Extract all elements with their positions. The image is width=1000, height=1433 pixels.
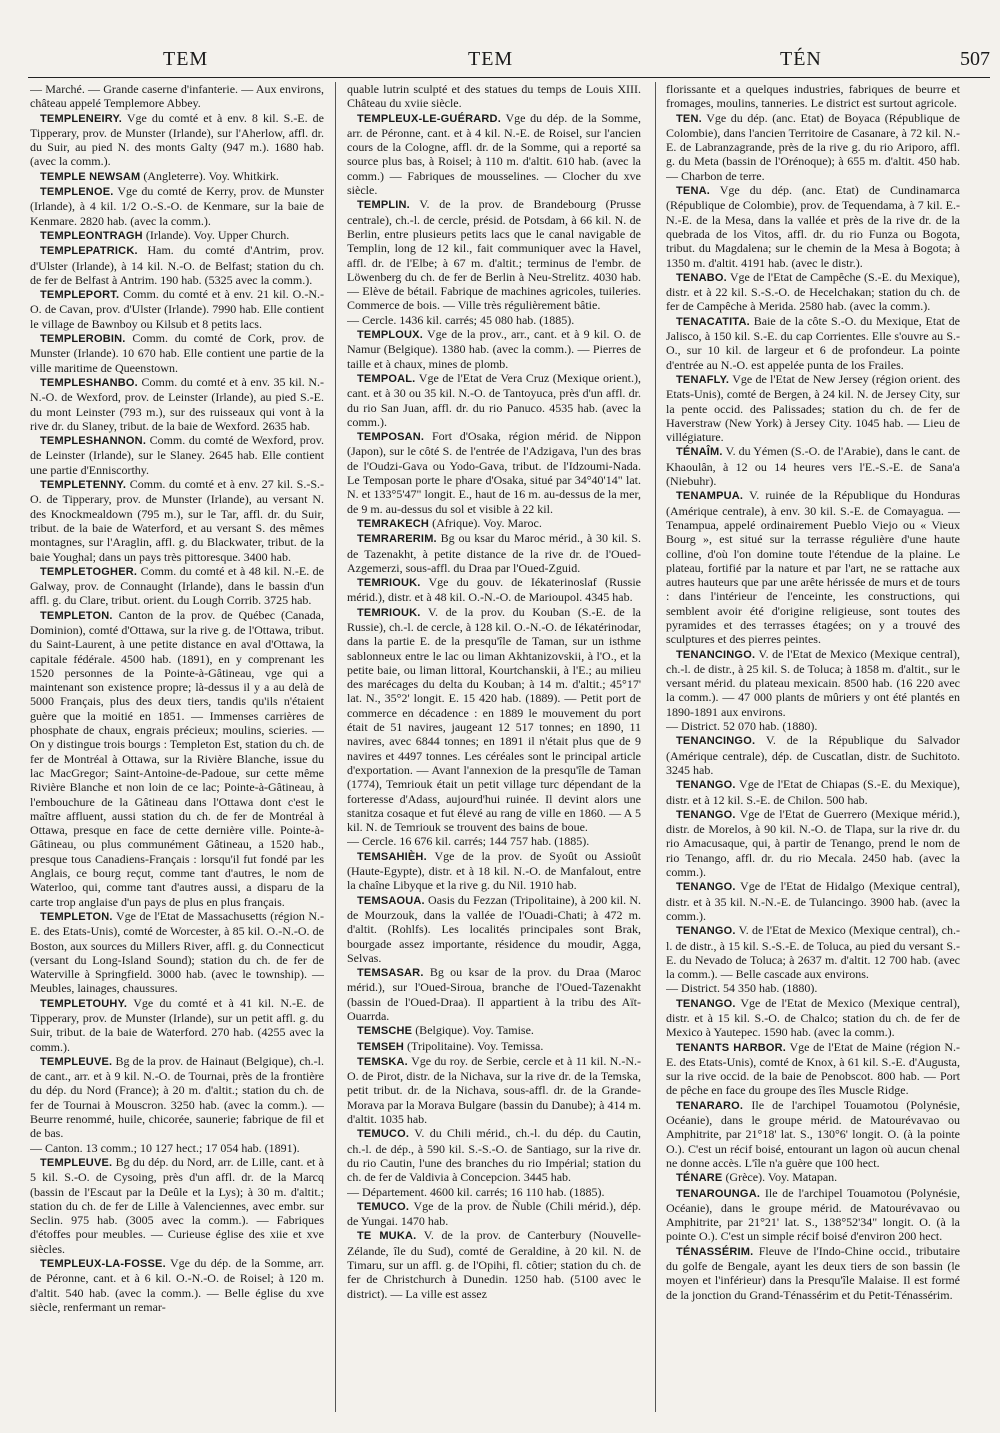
dictionary-entry bbox=[347, 516, 641, 531]
entry-body: Comm. du comté de Cork, prov. de Munster (Irlande). 10 670 hab. Elle contient une partie de la ville maritime de Queenstown. bbox=[30, 331, 324, 375]
entry-body: Bg du dép. du Nord, arr. de Lille, cant. et à 5 kil. S.-O. de Cysoing, près d'un affl. dr. de la Marcq (bassin de l'Escaut par la Deûle et la Lys); à 30 m. d'altit.; station du ch. de fer de Lille à Valenciennes, avec embr. sur Seclin. 975 hab. (3005 avec la comm.). — Fabriques d'étoffes pour meubles. — Curieuse église des xiie et xve siècles. bbox=[30, 1154, 324, 1256]
entry-body: — Cercle. 16 676 kil. carrés; 144 757 hab. (1885). bbox=[347, 834, 590, 849]
entry-body: Comm. du comté et à env. 35 kil. N.-N.-O. de Wexford, prov. de Leinster (Irlande), au pied S.-E. du mont Leinster (793 m.), sur des ruisseaux qui vont à la rive dr. du Slaney, tribut. de la baie de Wexford. 2635 hab. bbox=[30, 374, 324, 433]
entry-headword: TEMPLETOUHY. bbox=[40, 997, 128, 1010]
dictionary-entry bbox=[347, 1185, 641, 1199]
dictionary-entry bbox=[30, 1141, 324, 1155]
entry-headword: TEMPLENEIRY. bbox=[40, 112, 123, 125]
entry-headword: TEMPLEUVE. bbox=[40, 1055, 113, 1068]
entry-body: V. de la prov. de Brandebourg (Prusse centrale), ch.-l. de cercle, présid. de Potsdam, à 66 kil. N. de Berlin, entre plusieurs petits lacs que le canal navigable de Templin, long de 12 kil., fait communiquer avec la Havel, affl. dr. de l'Elbe; à 67 m. d'altit.; terminus de l'embr. de Löwenberg du ch. de fer de Berlin à Neu-Strelitz. 4030 hab. — Elève de bétail. Fabrique de machines agricoles, tuileries. Commerce de bois. — Ville très régulièrement bâtie. bbox=[347, 197, 641, 313]
dictionary-entry bbox=[666, 1040, 960, 1098]
entry-headword: TEMRIOUK. bbox=[357, 606, 421, 619]
dictionary-entry bbox=[30, 169, 324, 184]
entry-body: (Afrique). Voy. Maroc. bbox=[432, 515, 542, 530]
entry-body: Vge du dép. de la Somme, arr. de Péronne, cant. et à 4 kil. N.-E. de Roisel, sur l'ancien cours de la Cologne, affl. dr. de la Somme, qui a reporté sa source plus bas, à Roisel; à 110 m. d'altit. 610 hab. (avec la comm.) — Fabriques de mousselines. — Clocher du xve siècle. bbox=[347, 110, 641, 198]
dictionary-entry bbox=[347, 111, 641, 198]
dictionary-entry bbox=[30, 111, 324, 169]
dictionary-entry bbox=[666, 314, 960, 372]
entry-headword: TEMSCHE bbox=[357, 1025, 413, 1038]
entry-headword: TEMPOAL. bbox=[357, 372, 416, 385]
entry-headword: TÉNASSÉRIM. bbox=[676, 1245, 754, 1258]
entry-body: (Angleterre). Voy. Whitkirk. bbox=[143, 168, 279, 183]
dictionary-entry bbox=[666, 183, 960, 270]
dictionary-entry bbox=[666, 82, 960, 111]
entry-headword: TÉNAÎM. bbox=[676, 446, 723, 459]
entry-headword: TEMRARERIM. bbox=[357, 533, 437, 546]
entry-body: Baie de la côte S.-O. du Mexique, Etat de Jalisco, à 150 kil. S.-E. du cap Corrientes. Elle s'ouvre au S.-O., sur 10 kil. de largeur et 6 de profondeur. La pointe d'entrée au N.-O. est appelée punta de los Frailes. bbox=[666, 313, 960, 372]
entry-headword: TENAFLY. bbox=[676, 373, 730, 386]
page-number: 507 bbox=[960, 48, 990, 70]
entry-body: Vge du comté de Kerry, prov. de Munster (Irlande), à 4 kil. 1/2 O.-S.-O. de Kenmare, sur la baie de Kenmare. 2820 hab. (avec la comm.). bbox=[30, 184, 324, 228]
entry-body: Vge de l'Etat de Massachusetts (région N.-E. des Etats-Unis), comté de Worcester, à 85 kil. O.-N.-O. de Boston, aux sources du Millers River, affl. g. du Connecticut (versant du Long-Island Sound); station du ch. de fer de Waterville à Springfield. 3000 hab. (avec le township). — Meubles, lainages, chaussures. bbox=[30, 908, 324, 996]
entry-body: Vge de la prov., arr., cant. et à 9 kil. O. de Namur (Belgique). 1380 hab. (avec la comm.). — Pierres de taille et à chaux, mines de plomb. bbox=[347, 327, 641, 371]
entry-body: V. du Chili mérid., ch.-l. du dép. du Cautin, ch.-l. de dép., à 590 kil. S.-S.-O. de Santiago, sur la rive dr. du rio Cautin, l'une des branches du rio Impérial; station du ch. de fer de Valdivia à Concepcion. 3445 hab. bbox=[347, 1126, 641, 1185]
header-center-guideword: TEM bbox=[468, 48, 514, 70]
entry-body: — Cercle. 1436 kil. carrés; 45 080 hab. (1885). bbox=[347, 312, 575, 327]
entry-headword: TENANTS HARBOR. bbox=[676, 1041, 787, 1054]
entry-body: Vge de l'Etat de Maine (région N.-E. des Etats-Unis), comté de Knox, à 61 kil. S.-E. d'Augusta, sur la rive occid. de la baie de Penobscot. 800 hab. — Port de pêche en face du groupe des îles Muscle Ridge. bbox=[666, 1039, 960, 1098]
entry-body: V. du Yémen (S.-O. de l'Arabie), dans le cant. de Khaoulân, à 12 ou 14 heures vers l'E.-S.-E. de Sana'a (Niebuhr). bbox=[666, 444, 960, 489]
dictionary-entry bbox=[30, 243, 324, 287]
entry-headword: TEMPLEUX-LA-FOSSE. bbox=[40, 1258, 166, 1271]
entry-body: Vge du gouv. de Iékaterinoslaf (Russie mérid.), distr. et à 48 kil. O.-N.-O. de Marioupol. 4345 hab. bbox=[347, 575, 641, 605]
dictionary-entry bbox=[666, 372, 960, 444]
entry-body: Vge de l'Etat de New Jersey (région orient. des Etats-Unis), comté de Bergen, à 24 kil. N. de Jersey City, sur la pente occid. des Palissades; station du ch. de fer de Haverstraw (New York) à Jersey City. 1045 hab. — Lieu de villégiature. bbox=[666, 371, 960, 445]
entry-body: Vge de l'Etat de Guerrero (Mexique mérid.), distr. de Morelos, à 90 kil. N.-O. de Tlapa, sur la rive dr. du rio Amacusaque, qui, à partir de Tenango, prend le nom de rio Tenango, affl. dr. du rio Mecala. 2450 hab. (avec la comm.). bbox=[666, 806, 960, 880]
dictionary-entry bbox=[666, 1098, 960, 1170]
page-header bbox=[20, 48, 990, 78]
entry-body: Ile de l'archipel Touamotou (Polynésie, Océanie), dans le groupe mérid. de Matourévavao ou Amphitrite, par 21°21' lat. S., 138°52'34" longit. O. (à la pointe O.). C'est un simple récif boisé d'environ 200 hect. bbox=[666, 1185, 960, 1244]
column-divider-1 bbox=[335, 82, 336, 1412]
entry-body: Vge de la prov. de Syoût ou Assioût (Haute-Egypte), distr. et à 18 kil. N.-O. de Manfalout, entre la chaîne Libyque et la rive g. du Nil. 1910 hab. bbox=[347, 848, 641, 893]
dictionary-entry bbox=[30, 228, 324, 243]
dictionary-entry bbox=[347, 1228, 641, 1300]
entry-headword: TENA. bbox=[676, 185, 710, 198]
entry-headword: TENANGO. bbox=[676, 997, 736, 1010]
entry-body: V. de la République du Salvador (Amérique centrale), dép. de Cuscatlan, distr. de Suchitoto. 3245 hab. bbox=[666, 733, 960, 777]
dictionary-entry bbox=[666, 807, 960, 879]
entry-body: Bg ou ksar du Maroc mérid., à 30 kil. S. de Tazenakht, à petite distance de la rive dr. de l'Oued-Azgemerzi, sous-affl. du Draa par l'Oued-Zguid. bbox=[347, 531, 641, 575]
header-left-guideword: TEM bbox=[163, 48, 209, 70]
entry-headword: TEMPLESHANNON. bbox=[40, 435, 147, 448]
entry-body: Vge du comté et à 41 kil. N.-E. de Tipperary, prov. de Munster (Irlande), sur un petit affl. g. du Suir, tribut. de la baie de Waterford. 270 hab. (4255 avec la comm.). bbox=[30, 995, 324, 1054]
dictionary-entry bbox=[666, 981, 960, 995]
dictionary-entry bbox=[347, 1126, 641, 1184]
dictionary-entry bbox=[347, 1039, 641, 1054]
dictionary-entry bbox=[666, 111, 960, 183]
entry-body: Comm. du comté et à env. 27 kil. S.-S.-O. de Tipperary, prov. de Munster (Irlande), au versant N. des Knockmealdown (795 m.), sur le Tar, affl. dr. du Suir, tribut. de la baie de Waterford, et au versant S. des mêmes montagnes, sur l'Araglin, affl. g. du Blackwater, tribut. de la baie Youghal; dans un pays très pittoresque. 3400 hab. bbox=[30, 477, 324, 564]
dictionary-entry bbox=[30, 1054, 324, 1141]
entry-body: Vge de la prov. de Ñuble (Chili mérid.), dép. de Yungai. 1470 hab. bbox=[347, 1198, 641, 1229]
entry-body: — Marché. — Grande caserne d'infanterie. — Aux environs, château appelé Templemore Abbey. bbox=[30, 82, 324, 111]
entry-body: Bg ou ksar de la prov. du Draa (Maroc mérid.), sur l'Oued-Siroua, branche de l'Oued-Tazenakht (bassin de l'Oued-Draa). Il appartient à la tribu des Aït-Ouarrda. bbox=[347, 965, 641, 1023]
entry-body: (Belgique). Voy. Tamise. bbox=[415, 1023, 534, 1038]
entry-body: Vge de l'Etat de Hidalgo (Mexique central), distr. et à 35 kil. N.-N.-E. de Tulancingo. 3900 hab. (avec la comm.). bbox=[666, 879, 960, 923]
entry-headword: TEMPLETON. bbox=[40, 609, 113, 622]
entry-headword: TEMSEH bbox=[357, 1040, 405, 1053]
column-2 bbox=[347, 82, 641, 1422]
entry-headword: TENANGO. bbox=[676, 808, 736, 821]
dictionary-entry bbox=[30, 477, 324, 564]
entry-headword: TEMPLEUX-LE-GUÉRARD. bbox=[357, 112, 501, 125]
entry-headword: TEMRAKECH bbox=[357, 517, 430, 530]
entry-body: Canton de la prov. de Québec (Canada, Dominion), comté d'Ottawa, sur la rive g. de l'Ottawa, tribut. du Saint-Laurent, à une petite distance en aval d'Ottawa, la capitale fédérale. 4500 hab. (1891), en y comprenant les 1520 personnes de la Pointe-à-Gâtineau, vge qui a maintenant son existence propre; là-dessus il y a au delà de 5000 Français, plus des deux tiers, tandis qu'ils n'étaient guère que la moitié en 1851. — Immenses carrières de phosphate de chaux, engrais précieux; moulins, scieries. — On y distingue trois bourgs : Templeton Est, station du ch. de fer de Montréal à Ottawa, sur la Rivière Blanche, issue du lac MacGregor; Saint-Antoine-de-Padoue, sur cette même Rivière Blanche et non loin de ce lac; Pointe-à-Gâtineau, à l'embouchure de la Gâtineau dans l'Ottawa dont c'est le maître affluent, aussi station du ch. de fer de Montréal à Ottawa, presque en face de cette dernière ville. Pointe-à-Gâtineau, ou plus communément Gâtineau, a 1520 hab., presque tous Canadiens-Français : lorsqu'il fut fondé par les Anglais, ce bourg reçut, comme tant d'autres, le nom de Waterloo, qui, comme tant d'autres aussi, a disparu de la carte trop anglaise d'un pays de plus en plus français. bbox=[30, 607, 324, 909]
dictionary-entry bbox=[347, 605, 641, 835]
dictionary-entry bbox=[30, 375, 324, 433]
column-3 bbox=[666, 82, 960, 1422]
dictionary-entry bbox=[666, 270, 960, 314]
dictionary-entry bbox=[30, 608, 324, 909]
entry-headword: TENANCINGO. bbox=[676, 648, 756, 661]
dictionary-entry bbox=[347, 1054, 641, 1126]
header-right-guideword: TÉN bbox=[780, 48, 822, 70]
dictionary-entry bbox=[666, 647, 960, 719]
entry-headword: TEMSASAR. bbox=[357, 967, 424, 980]
entry-body: Vge de l'Etat de Mexico (Mexique central), distr. et à 15 kil. S.-O. de Chalco; station du ch. de fer de Mexico à Yautepec. 1590 hab. (avec la comm.). bbox=[666, 995, 960, 1040]
dictionary-entry bbox=[347, 371, 641, 429]
dictionary-entry bbox=[666, 444, 960, 488]
entry-body: Ile de l'archipel Touamotou (Polynésie, Océanie), dans le groupe mérid. de Matourévavao ou Amphitrite, par 21°18' lat. S., 130°6' longit. O. (à la pointe O.). C'est un récif boisé, entourant un lagon où aucun chenal ne donne accès. L'île n'a guère que 100 hect. bbox=[666, 1097, 960, 1170]
entry-body: (Tripolitaine). Voy. Temissa. bbox=[407, 1038, 544, 1053]
entry-headword: TEMPLESHANBO. bbox=[40, 376, 138, 389]
dictionary-entry bbox=[347, 893, 641, 965]
entry-headword: TENAROUNGA. bbox=[676, 1187, 761, 1200]
entry-headword: TEMPLEONTRAGH bbox=[40, 229, 143, 242]
entry-body: (Grèce). Voy. Matapan. bbox=[725, 1170, 838, 1185]
dictionary-entry bbox=[666, 1170, 960, 1185]
dictionary-entry bbox=[347, 197, 641, 312]
dictionary-entry bbox=[666, 923, 960, 981]
entry-headword: TEMSAHIÈH. bbox=[357, 850, 427, 863]
dictionary-entry bbox=[30, 82, 324, 111]
entry-headword: TEMPLEUVE. bbox=[40, 1156, 113, 1169]
entry-headword: TEMRIOUK. bbox=[357, 577, 421, 590]
entry-headword: TENANGO. bbox=[676, 925, 736, 938]
column-1 bbox=[30, 82, 324, 1422]
entry-body: Vge de l'Etat de Vera Cruz (Mexique orient.), cant. et à 30 ou 35 kil. N.-O. de Tantoyuca, près d'un affl. dr. du rio San Juan, affl. dr. du rio Panuco. 4535 hab. (avec la comm.). bbox=[347, 370, 641, 429]
dictionary-entry bbox=[347, 429, 641, 516]
dictionary-entry bbox=[666, 996, 960, 1040]
dictionary-entry bbox=[347, 834, 641, 848]
dictionary-entry bbox=[666, 1244, 960, 1302]
header-rule bbox=[28, 77, 990, 78]
entry-body: Comm. du comté et à 48 kil. N.-E. de Galway, prov. de Connaught (Irlande), dans le bassin d'un affl. g. du Clare, tribut. orient. du Lough Corrib. 3725 hab. bbox=[30, 563, 324, 608]
entry-headword: TEMPOSAN. bbox=[357, 431, 425, 444]
entry-body: V. de l'Etat de Mexico (Mexique central), ch.-l. de distr., à 15 kil. S.-S.-E. de Toluca, au pied du versant S.-E. du Nevado de Toluca; à 2637 m. d'altit. 12 700 hab. (avec la comm.). — Belle cascade aux environs. bbox=[666, 923, 960, 982]
dictionary-entry bbox=[30, 564, 324, 608]
entry-headword: TEMPLEPORT. bbox=[40, 289, 120, 302]
entry-body: Vge du roy. de Serbie, cercle et à 11 kil. N.-N.-O. de Pirot, distr. de la Nichava, sur la rive dr. de la Temska, petit tribut. dr. de la Nichava, sous-affl. dr. de la Grande-Morava par la Morava Bulgare (bassin du Danube); à 414 m. d'altit. 1035 hab. bbox=[347, 1053, 641, 1127]
entry-headword: TEMPLIN. bbox=[357, 199, 410, 212]
dictionary-entry bbox=[666, 879, 960, 923]
entry-body: Fort d'Osaka, région mérid. de Nippon (Japon), sur le côté S. de l'entrée de l'Adzigava, l'un des bras de l'Oudzi-Gava ou Yodo-Gava, tribut. de l'Idzoumi-Nada. Le Temposan porte le phare d'Osaka, situé par 34°40'14" lat. N. et 133°5'47" longit. E., haut de 16 m. au-dessus de la mer, de 9 m. au-dessus du sol et visible à 22 kil. bbox=[347, 429, 641, 516]
entry-headword: TEMPLETOGHER. bbox=[40, 565, 138, 578]
entry-headword: TEMUCO. bbox=[357, 1128, 410, 1141]
dictionary-entry bbox=[30, 909, 324, 996]
entry-body: V. de la prov. de Canterbury (Nouvelle-Zélande, île du Sud), comté de Geraldine, à 20 kil. N. de Timaru, sur un affl. g. de l'Opihi, fl. côtier; station du ch. de fer de Christchurch à Dunedin. 1250 hab. (5100 avec le district). — La ville est assez bbox=[347, 1228, 641, 1301]
entry-body: V. de l'Etat de Mexico (Mexique central), ch.-l. de distr., à 25 kil. S. de Toluca; à 1858 m. d'altit., sur le versant mérid. du plateau mexicain. 8500 hab. (16 220 avec la comm.). — 47 000 plants de mûriers y ont été plantés en 1890-1891 aux environs. bbox=[666, 646, 960, 719]
dictionary-entry bbox=[666, 719, 960, 733]
dictionary-entry bbox=[347, 82, 641, 111]
dictionary-entry bbox=[347, 1199, 641, 1229]
entry-headword: TEMPLETENNY. bbox=[40, 479, 127, 492]
entry-headword: TENABO. bbox=[676, 271, 727, 284]
entry-headword: TEMUCO. bbox=[357, 1200, 410, 1213]
entry-body: Vge du dép. (anc. Etat) de Cundinamarca (République de Colombie), prov. de Tequendama, à 7 kil. E.-N.-E. de la Mesa, dans la vallée et près de la rive dr. de la quebrada de los Vitos, affl. dr. du rio Funza ou Bogota, tribut. du Magdalena; sur le chemin de la Mesa à Bogota; à 1350 m. d'altit. 4191 hab. (avec le distr.). bbox=[666, 183, 960, 270]
dictionary-entry bbox=[347, 575, 641, 605]
entry-headword: TEMSAOUA. bbox=[357, 894, 425, 907]
entry-body: — Canton. 13 comm.; 10 127 hect.; 17 054 hab. (1891). bbox=[30, 1140, 300, 1155]
entry-headword: TEMPLENOE. bbox=[40, 186, 114, 199]
entry-body: Fleuve de l'Indo-Chine occid., tributaire du golfe de Bengale, ayant les deux tiers de son bassin (le moyen et l'inférieur) dans la Presqu'île Malaise. Il est formé de la jonction du Grand-Ténassérim et du Petit-Ténassérim. bbox=[666, 1243, 960, 1302]
dictionary-entry bbox=[347, 1023, 641, 1038]
entry-body: — District. 52 070 hab. (1880). bbox=[666, 719, 818, 734]
dictionary-entry bbox=[30, 331, 324, 375]
entry-body: V. ruinée de la République du Honduras (Amérique centrale), à env. 30 kil. S.-E. de Comayagua. — Tenampua, appelé ordinairement Pueblo Viejo ou « Vieux Bourg », est situé sur la terrasse régulière d'une haute colline, d'où l'on domine toute l'étendue de la plaine. Le plateau, fortifié par la nature et par l'art, ne se rattache aux autres hauteurs que par une arête hérissée de murs et de tours : dans l'intérieur de l'enceinte, les constructions, qui semblent avoir été d'origine religieuse, sont toutes des pyramides et des terrasses étagées; on y a trouvé des sculptures et des pierres peintes. bbox=[666, 488, 960, 647]
entry-body: Comm. du comté et à env. 21 kil. O.-N.-O. de Cavan, prov. d'Ulster (Irlande). 7990 hab. Elle contient le village de Bawnboy ou Kilsub et 8 petits lacs. bbox=[30, 287, 324, 331]
entry-headword: TEMPLETON. bbox=[40, 910, 113, 923]
entry-body: — District. 54 350 hab. (1880). bbox=[666, 981, 818, 996]
entry-body: quable lutrin sculpté et des statues du temps de Louis XIII. Château du xviie siècle. bbox=[347, 82, 641, 111]
dictionary-entry bbox=[30, 433, 324, 477]
dictionary-entry bbox=[30, 1155, 324, 1256]
entry-body: Vge du comté et à env. 8 kil. S.-E. de Tipperary, prov. de Munster (Irlande), sur l'Aherlow, affl. dr. du Suir, au pied N. des monts Galty (947 m.). 1680 hab. (avec la comm.). bbox=[30, 110, 324, 169]
dictionary-entry bbox=[347, 313, 641, 327]
entry-headword: TENAMPUA. bbox=[676, 490, 744, 503]
entry-body: Vge de l'Etat de Campêche (S.-E. du Mexique), distr. et à 22 kil. S.-S.-O. de Hecelchakan; station du ch. de fer de Campêche à Merida. 2580 hab. (avec la comm.). bbox=[666, 269, 960, 314]
dictionary-entry bbox=[666, 777, 960, 807]
dictionary-entry bbox=[347, 531, 641, 575]
entry-headword: TENANCINGO. bbox=[676, 735, 756, 748]
entry-body: V. de la prov. du Kouban (S.-E. de la Russie), ch.-l. de cercle, à 128 kil. O.-N.-O. de Iékatérinodar, dans la partie E. de la presqu'île de Taman, sur un isthme sablonneux entre le lac ou liman Akhtanizovskii, à l'O., et la petite baie, ou liman littoral, Kourtchanskii, à l'E.; au milieu des marécages du delta du Kouban; à 14 m. d'altit.; 45°17' lat. N., 35°2' longit. E. 15 420 hab. (1889). — Petit port de commerce en décadence : en 1889 le mouvement du port était de 51 navires, jaugeant 12 517 tonnes; en 1890, 11 navires, avec 6844 tonnes; en 1891 il n'était plus que de 9 navires et 4497 tonnes. Les céréales sont le principal article d'exportation. — Avant l'annexion de la presqu'île de Taman (1774), Temriouk était un petit village turc dépendant de la forteresse d'Adass, aujourd'hui ruinée. Il devint alors une stanitza cosaque et fut élevé au rang de ville en 1860. — A 5 kil. N. de Temriouk se trouvent des bains de boue. bbox=[347, 604, 641, 835]
dictionary-entry bbox=[30, 287, 324, 331]
entry-body: Vge de l'Etat de Chiapas (S.-E. du Mexique), distr. et à 12 kil. S.-E. de Chilon. 500 hab. bbox=[666, 777, 960, 807]
column-divider-2 bbox=[655, 82, 656, 1412]
dictionary-entry bbox=[30, 996, 324, 1054]
entry-headword: TÉNARE bbox=[676, 1172, 723, 1185]
entry-headword: TENANGO. bbox=[676, 779, 736, 792]
dictionary-entry bbox=[30, 184, 324, 228]
entry-headword: TE MUKA. bbox=[357, 1230, 417, 1243]
entry-body: Ham. du comté d'Antrim, prov. d'Ulster (Irlande), à 14 kil. N.-O. de Belfast; station du ch. de fer de Belfast à Antrim. 190 hab. (5325 avec la comm.). bbox=[30, 243, 324, 287]
entry-body: — Département. 4600 kil. carrés; 16 110 hab. (1885). bbox=[347, 1184, 605, 1199]
entry-headword: TEN. bbox=[676, 112, 702, 125]
entry-headword: TEMPLEPATRICK. bbox=[40, 245, 138, 258]
dictionary-entry bbox=[347, 965, 641, 1023]
entry-body: florissante et a quelques industries, fabriques de beurre et fromages, moulins, tanneries. Le district est surtout agricole. bbox=[666, 82, 960, 111]
entry-body: Comm. du comté de Wexford, prov. de Leinster (Irlande), sur le Slaney. 2645 hab. Elle contient une partie d'Enniscorthy. bbox=[30, 433, 324, 477]
entry-headword: TEMPLOUX. bbox=[357, 329, 423, 342]
entry-headword: TEMPLE NEWSAM bbox=[40, 170, 141, 183]
entry-headword: TEMPLEROBIN. bbox=[40, 333, 126, 346]
entry-headword: TENACATITA. bbox=[676, 315, 750, 328]
dictionary-entry bbox=[666, 733, 960, 777]
entry-body: Vge du dép. de la Somme, arr. de Péronne, cant. et à 6 kil. O.-N.-O. de Roisel; à 120 m. d'altit. 540 hab. (avec la comm.). — Belle église du xve siècle, renfermant un remar- bbox=[30, 1256, 324, 1314]
dictionary-entry bbox=[30, 1256, 324, 1314]
dictionary-entry bbox=[666, 1186, 960, 1244]
dictionary-entry bbox=[347, 849, 641, 893]
dictionary-entry bbox=[347, 327, 641, 371]
dictionary-entry bbox=[666, 488, 960, 646]
entry-headword: TEMSKA. bbox=[357, 1055, 408, 1068]
entry-body: Bg de la prov. de Hainaut (Belgique), ch.-l. de cant., arr. et à 9 kil. N.-O. de Tournai, près de la frontière du dép. du Nord (France); à 20 m. d'altit.; station du ch. de fer de Tournai à Mouscron. 3250 hab. (avec la comm.). — Beurre renommé, huile, chicorée, saunerie; fabrique de fil et de bas. bbox=[30, 1053, 324, 1141]
entry-body: (Irlande). Voy. Upper Church. bbox=[145, 227, 290, 242]
entry-headword: TENARARO. bbox=[676, 1099, 744, 1112]
entry-body: Vge du dép. (anc. Etat) de Boyaca (République de Colombie), dans l'ancien Territoire de Casanare, à 72 kil. N.-E. de Labranzagrande, près de la rive g. du rio Ariporo, affl. g. du Meta (bassin de l'Orénoque); à 655 m. d'altit. 450 hab. — Charbon de terre. bbox=[666, 110, 960, 183]
entry-headword: TENANGO. bbox=[676, 881, 736, 894]
entry-body: Oasis du Fezzan (Tripolitaine), à 200 kil. N. de Mourzouk, dans la vallée de l'Ouadi-Chati; à 472 m. d'altit. (Rohlfs). Les localités principales sont Brak, bourgade assez importante, résidence du moudir, Agga, Selvas. bbox=[347, 892, 641, 965]
